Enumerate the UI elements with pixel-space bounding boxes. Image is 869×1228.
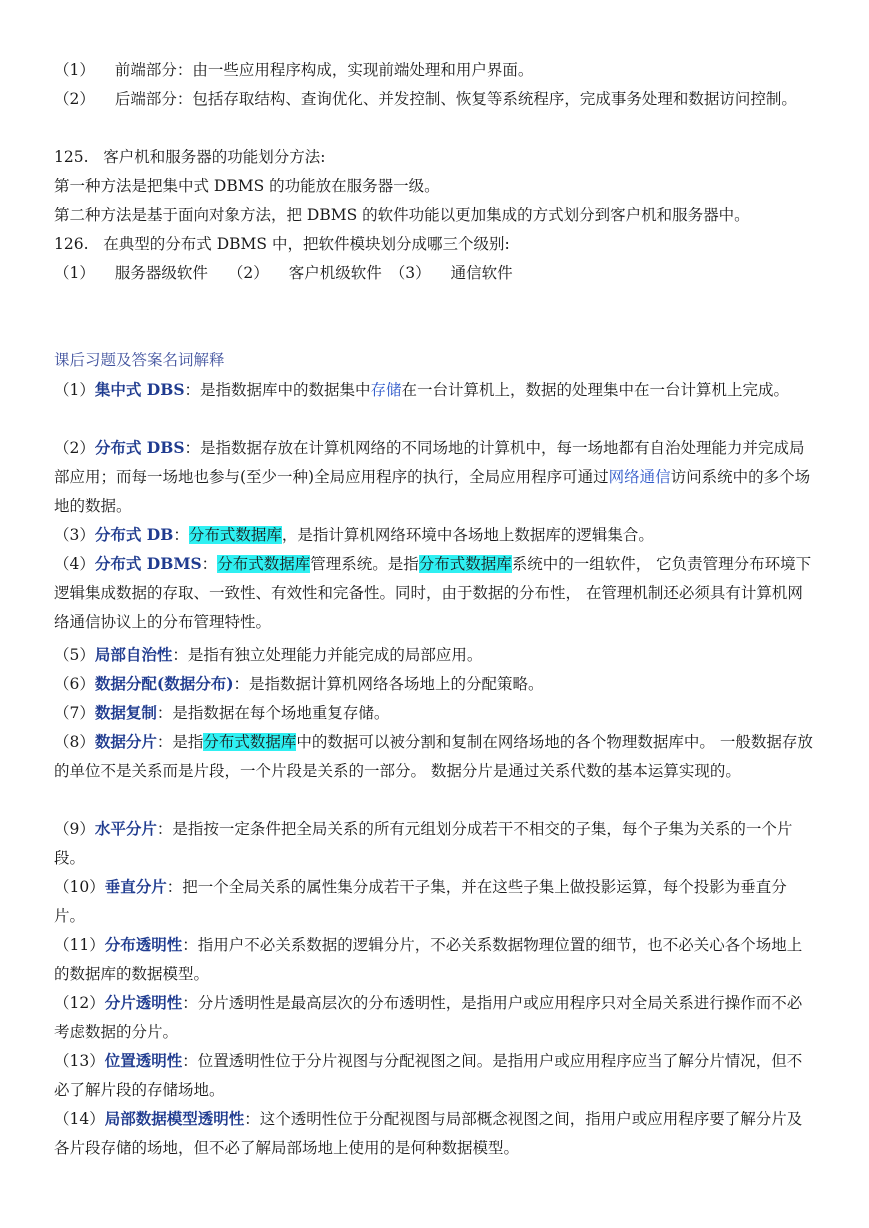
level-text: 服务器级软件 [114, 264, 208, 282]
item-number: （2） [54, 439, 95, 457]
definition-text: ：指用户不必关系数据的逻辑分片，不必关系数据物理位置的细节，也不必关心各个场地上的数据库的数据模型。 [54, 936, 803, 983]
highlighted-text: 分布式数据库 [203, 733, 297, 751]
definition-item [54, 375, 816, 405]
definition-item [54, 520, 816, 550]
definition-text: ： [173, 526, 189, 544]
definition-text: ：这个透明性位于分配视图与局部概念视图之间，指用户或应用程序要了解分片及各片段存储的场地，但不必了解局部场地上使用的是何种数据模型。 [54, 1110, 803, 1157]
level-number: （2） [227, 264, 269, 282]
definition-text: ：是指 [156, 733, 204, 751]
definition-text: ：把一个全局关系的属性集分成若干子集，并在这些子集上做投影运算，每个投影为垂直分片。 [54, 878, 787, 925]
level-number: （3） [389, 264, 431, 282]
term: 垂直分片 [104, 877, 167, 896]
definition-text: 中的数据可以被分割和复制在网络场地的各个物理数据库中。 一般数据存放的单位不是关系而是片段，一个片段是关系的一部分。 数据分片是通过关系代数的基本运算实现的。 [54, 733, 813, 780]
definition-item [54, 1104, 816, 1163]
term: 局部自治性 [94, 645, 173, 664]
level-text: 通信软件 [450, 264, 513, 282]
term: 数据分片 [94, 732, 157, 751]
item-number: （2） [54, 90, 95, 108]
definition-item [54, 640, 816, 670]
definition-text: ：是指有独立处理能力并能完成的局部应用。 [172, 646, 483, 664]
definition-item [54, 669, 816, 699]
definition-text: ：是指按一定条件把全局关系的所有元组划分成若干不相交的子集，每个子集为关系的一个片段。 [54, 820, 793, 867]
item-number: （11） [54, 936, 105, 954]
item-number: （5） [54, 646, 95, 664]
term: 分布式 DBMS [94, 554, 202, 573]
term: 分布式 DB [94, 525, 174, 544]
item-number: （9） [54, 820, 95, 838]
backend-paragraph [54, 85, 816, 114]
definition-item [54, 698, 816, 728]
definition-text: ：是指数据在每个场地重复存储。 [156, 704, 390, 722]
term: 位置透明性 [104, 1051, 183, 1070]
link-text[interactable]: 存储 [370, 381, 402, 399]
item-text: 前端部分：由一些应用程序构成，实现前端处理和用户界面。 [114, 61, 534, 79]
term: 数据分配(数据分布) [94, 674, 234, 693]
definition-text: 管理系统。是指 [310, 555, 419, 573]
definition-item [54, 930, 816, 989]
level-text: 客户机级软件 [288, 264, 382, 282]
term: 分布透明性 [104, 935, 183, 954]
method-1: 第一种方法是把集中式 DBMS 的功能放在服务器一级。 [54, 177, 440, 195]
item-number: （14） [54, 1110, 105, 1128]
term: 分布式 DBS [94, 438, 185, 457]
item-number: （3） [54, 526, 95, 544]
definition-text: 系统中的一组软件， 它负责管理分布环境下逻辑集成数据的存取、一致性、有效性和完备性。同时，由于数据的分布性， 在管理机制还必须具有计算机网络通信协议上的分布管理特性。 [54, 555, 812, 631]
item-number: （1） [54, 61, 95, 79]
definition-item [54, 549, 816, 637]
item-number: （13） [54, 1052, 105, 1070]
item-number: （4） [54, 555, 95, 573]
item-number: （12） [54, 994, 105, 1012]
question-126: 126. 在典型的分布式 DBMS 中，把软件模块划分成哪三个级别: [54, 235, 510, 253]
definition-text: ：是指数据计算机网络各场地上的分配策略。 [233, 675, 544, 693]
item-number: （10） [54, 878, 105, 896]
highlighted-text: 分布式数据库 [217, 555, 311, 573]
highlighted-text: 分布式数据库 [188, 526, 282, 544]
term: 分片透明性 [104, 993, 183, 1012]
definition-item [54, 727, 816, 786]
section-title: 课后习题及答案名词解释 [54, 351, 225, 369]
definition-item [54, 814, 816, 873]
definition-text: ：是指数据存放在计算机网络的不同场地的计算机中，每一场地都有自治处理能力并完成局部应用；而每一场地也参与(至少一种)全局应用程序的执行，全局应用程序可通过 [54, 439, 805, 486]
definition-item [54, 988, 816, 1047]
item-text: 后端部分：包括存取结构、查询优化、并发控制、恢复等系统程序，完成事务处理和数据访问控制。 [114, 90, 797, 108]
term: 水平分片 [94, 819, 157, 838]
definition-item [54, 872, 816, 931]
definition-text: 在一台计算机上，数据的处理集中在一台计算机上完成。 [401, 381, 790, 399]
term: 局部数据模型透明性 [104, 1109, 245, 1128]
highlighted-text: 分布式数据库 [418, 555, 512, 573]
definition-item [54, 1046, 816, 1105]
item-number: （7） [54, 704, 95, 722]
definition-text: ，是指计算机网络环境中各场地上数据库的逻辑集合。 [281, 526, 654, 544]
definition-text: ：分片透明性是最高层次的分布透明性，是指用户或应用程序只对全局关系进行操作而不必考虑数据的分片。 [54, 994, 803, 1041]
definition-text: 访问系统中的多个场地的数据。 [54, 468, 811, 515]
level-number: （1） [54, 264, 95, 282]
frontend-paragraph [54, 56, 816, 85]
item-number: （1） [54, 381, 95, 399]
item-number: （6） [54, 675, 95, 693]
term: 集中式 DBS [94, 380, 185, 399]
question-125: 125. 客户机和服务器的功能划分方法: [54, 148, 326, 166]
link-text[interactable]: 网络通信 [608, 468, 671, 486]
definition-text: ：是指数据库中的数据集中 [184, 381, 371, 399]
item-number: （8） [54, 733, 95, 751]
software-levels [54, 259, 816, 288]
definition-item [54, 433, 816, 521]
term: 数据复制 [94, 703, 157, 722]
definition-text: ：位置透明性位于分片视图与分配视图之间。是指用户或应用程序应当了解分片情况，但不必了解片段的存储场地。 [54, 1052, 803, 1099]
method-2: 第二种方法是基于面向对象方法，把 DBMS 的软件功能以更加集成的方式划分到客户机和服务器中。 [54, 206, 750, 224]
definition-text: ： [201, 555, 218, 573]
